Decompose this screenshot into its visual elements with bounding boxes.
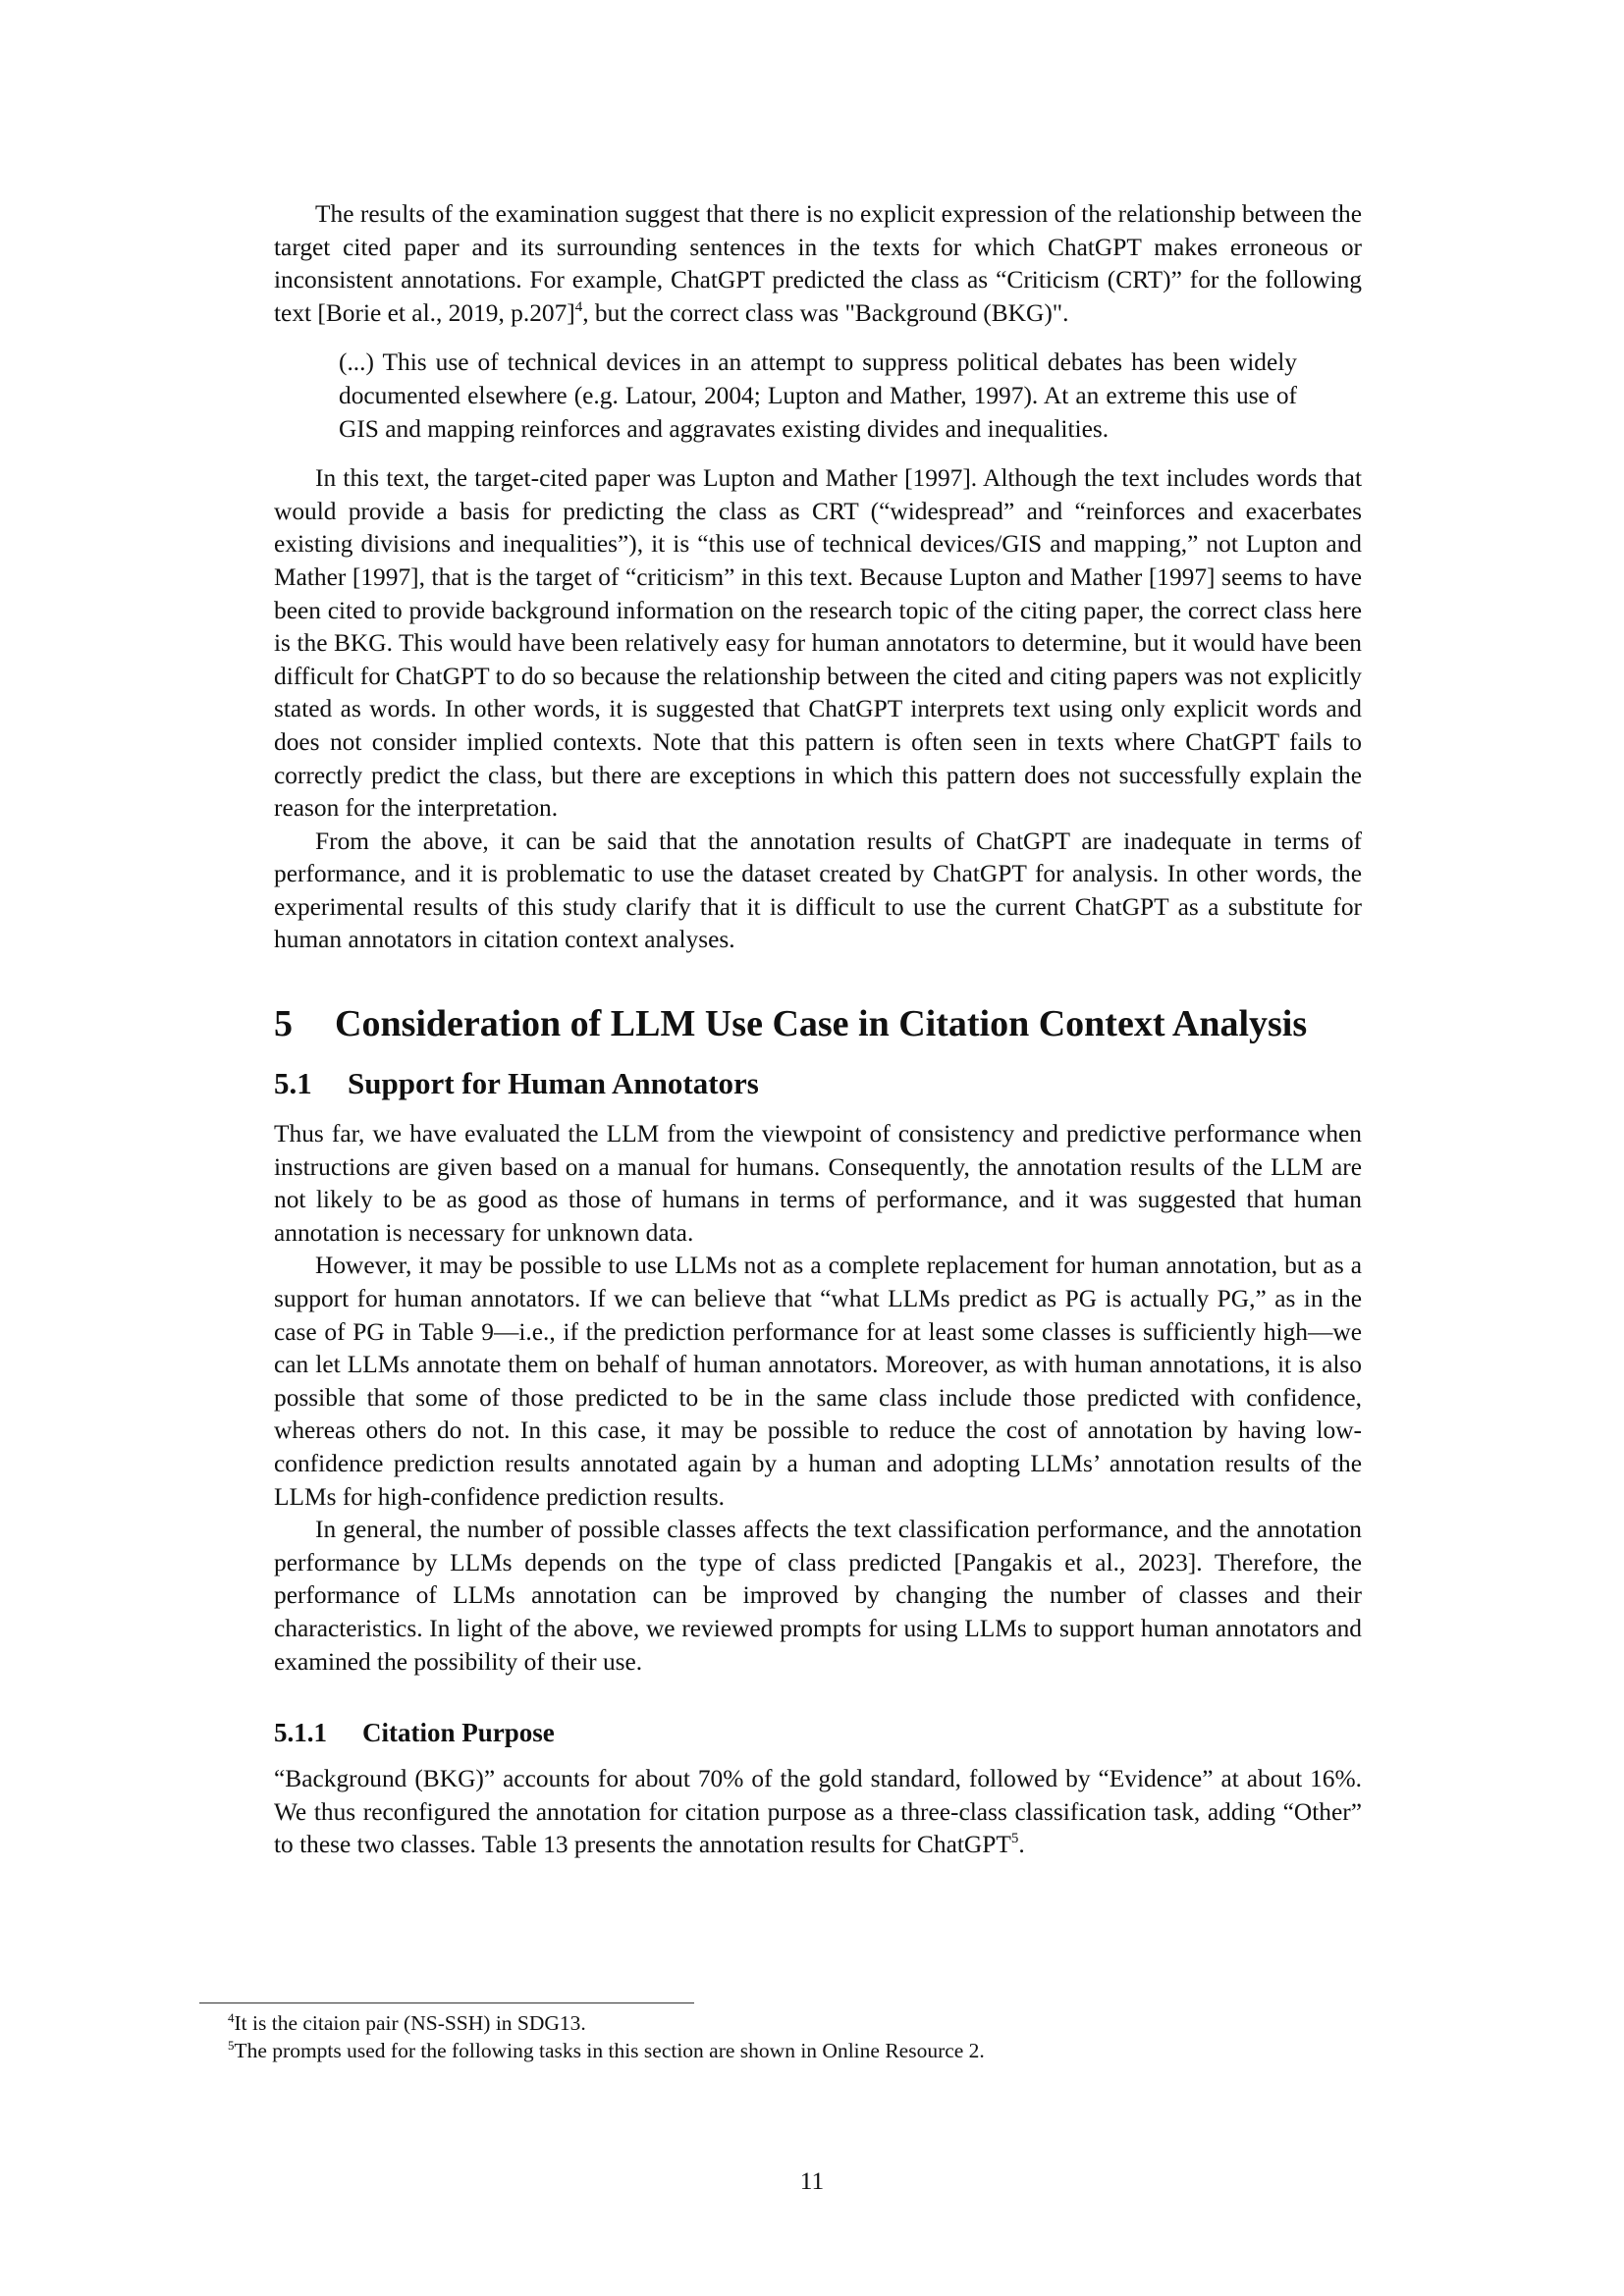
quote-text: (...) This use of technical devices in an attempt to suppress political debates has been widely documented elsewhere (e.g. Latour, 2004; Lupton and Mather, 1997). At an extreme this use of GIS and mapping reinforces and aggravates existing divides and inequalities. [339,348,1297,443]
paragraph-in-general: In general, the number of possible classes affects the text classification performance, and the annotation performance by LLMs depends on the type of class predicted [Pangakis et al., 2023]. Therefore, the performance of LLMs annotation can be improved by changing the number of classes and their characteristics. In light of the above, we reviewed prompts for using LLMs to support human annotators and examined the possibility of their use. [274,1516,1362,1676]
section-5-1-1-number: 5.1.1 [274,1718,327,1748]
section-5-heading [274,1002,1362,1045]
paragraph-examination-results: The results of the examination suggest that there is no explicit expression of the relationship between the target cited paper and its surrounding sentences in the texts for which ChatGPT makes erroneous or inconsistent annotations. For example, ChatGPT predicted the class as “Criticism (CRT)” for the following text [Borie et al., 2019, p.207]$^4$, but the correct class was "Background (BKG)". [274,200,1362,327]
paragraph-however: However, it may be possible to use LLMs not as a complete replacement for human annotation, but as a support for human annotators. If we can believe that “what LLMs predict as PG is actually PG,” as in the case of PG in Table 9—i.e., if the prediction performance for at least some classes is sufficiently high—we can let LLMs annotate them on behalf of human annotators. Moreover, as with human annotations, it is also possible that some of those predicted to be in the same class include those predicted with confidence, whereas others do not. In this case, it may be possible to reduce the cost of annotation by having low-confidence prediction results annotated again by a human and adopting LLMs’ annotation results of the LLMs for high-confidence prediction results. [274,1252,1362,1511]
footnote-divider [199,2002,694,2003]
section-5-1-number: 5.1 [274,1066,312,1101]
paragraph-thus-far: Thus far, we have evaluated the LLM from the viewpoint of consistency and predictive performance when instructions are given based on a manual for humans. Consequently, the annotation results of the LLM are not likely to be as good as those of humans in terms of performance, and it was suggested that human annotation is necessary for unknown data. [274,1120,1362,1247]
footnotes [228,2009,1357,2064]
paragraph-from-the-above: From the above, it can be said that the annotation results of ChatGPT are inadequate in terms of performance, and it is problematic to use the dataset created by ChatGPT for analysis. In other words, the experimental results of this study clarify that it is difficult to use the current ChatGPT as a substitute for human annotators in citation context analyses. [274,827,1362,954]
footnote-ref-4[interactable]: 4 [574,298,583,315]
paragraph-background-bkg: “Background (BKG)” accounts for about 70% of the gold standard, followed by “Evidence” at about 16%. We thus reconfigured the annotation for citation purpose as a three-class classification task, adding “Other” to these two classes. Table 13 presents the annotation results for ChatGPT$^5$. [274,1765,1362,1859]
block-quote [339,347,1297,446]
footnote-4-mark: 4 [228,2010,235,2025]
section-5-1-title: Support for Human Annotators [348,1066,759,1101]
section-5-1-1-title: Citation Purpose [362,1718,555,1748]
footnote-4-text: It is the citaion pair (NS-SSH) in SDG13. [234,2011,586,2035]
section-5-title: Consideration of LLM Use Case in Citation Context Analysis [335,1003,1308,1045]
footnote-5 [228,2037,1357,2064]
section-5-1-heading [274,1065,1362,1102]
footnote-5-mark: 5 [228,2038,235,2053]
footnote-5-text: The prompts used for the following tasks in this section are shown in Online Resource 2. [234,2039,985,2062]
footnote-4 [228,2009,1357,2037]
section-5-number: 5 [274,1003,293,1045]
paragraph-target-cited-paper: In this text, the target-cited paper was Lupton and Mather [1997]. Although the text includes words that would provide a basis for predicting the class as CRT (“widespread” and “reinforces and exacerbates existing divisions and inequalities”), it is “this use of technical devices/GIS and mapping,” not Lupton and Mather [1997], that is the target of “criticism” in this text. Because Lupton and Mather [1997] seems to have been cited to provide background information on the research topic of the citing paper, the correct class here is the BKG. This would have been relatively easy for human annotators to determine, but it would have been difficult for ChatGPT to do so because the relationship between the cited and citing papers was not explicitly stated as words. In other words, it is suggested that ChatGPT interprets text using only explicit words and does not consider implied contexts. Note that this pattern is often seen in texts where ChatGPT fails to correctly predict the class, but there are exceptions in which this pattern does not successfully explain the reason for the interpretation. [274,464,1362,823]
section-5-1-1-heading [274,1716,1362,1749]
footnote-ref-5[interactable]: 5 [1010,1831,1019,1847]
page-body [274,198,1362,1862]
page-number: 11 [799,2167,825,2195]
